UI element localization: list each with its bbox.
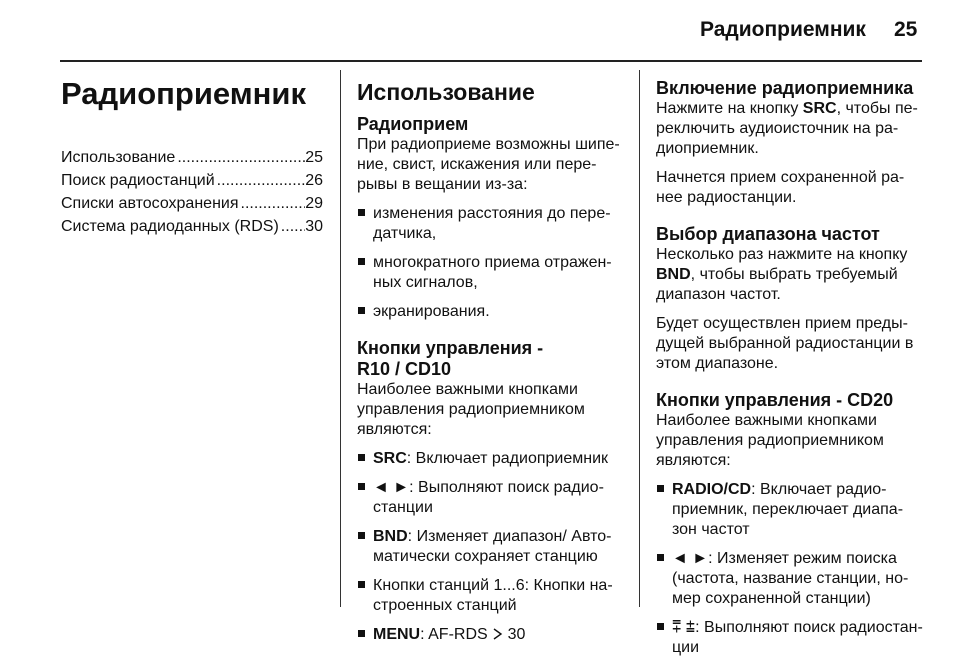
bullet-square-icon bbox=[358, 630, 365, 637]
switch-on-paragraph-1: Нажмите на кнопку SRC, чтобы пе- реключить аудиоисточник на ра- диоприемник. bbox=[656, 100, 918, 157]
toc-leader-dots bbox=[215, 171, 306, 191]
seek-keys-icon: ⩱ ⩲ bbox=[672, 619, 696, 636]
bullet-square-icon bbox=[657, 485, 664, 492]
running-header-title: Радиоприемник bbox=[700, 18, 866, 41]
bullet-square-icon bbox=[358, 209, 365, 216]
toc-leader-dots bbox=[279, 217, 305, 237]
toc-entry-label: Система радиоданных (RDS) bbox=[61, 218, 279, 235]
page-ref-arrow-icon[interactable] bbox=[492, 628, 503, 640]
toc-entry-page: 26 bbox=[305, 172, 323, 189]
list-item: RADIO/CD: Включает радио- приемник, переключает диапа- зон частот bbox=[656, 480, 924, 540]
cd20-paragraph: Наиболее важными кнопками управления радиоприемником являются: bbox=[656, 412, 884, 469]
list-item: многократного приема отражен- ных сигналов, bbox=[357, 253, 622, 293]
controls-heading-cd20: Кнопки управления - CD20 bbox=[656, 390, 894, 410]
toc-entry[interactable] bbox=[61, 171, 323, 194]
toc-leader-dots bbox=[239, 194, 306, 214]
toc-entry-page: 30 bbox=[305, 218, 323, 235]
page-ref-number[interactable]: 30 bbox=[507, 626, 526, 643]
controls-paragraph: Наиболее важными кнопками управления радиоприемником являются: bbox=[357, 381, 585, 438]
radio-reception-paragraph: При радиоприеме возможны шипе- ние, свист, искажения или пере- рывы в вещании из-за: bbox=[357, 136, 620, 193]
toc-entry[interactable] bbox=[61, 148, 323, 171]
column-divider-1 bbox=[340, 70, 341, 607]
list-item: Кнопки станций 1...6: Кнопки на- строенных станций bbox=[357, 576, 622, 616]
switch-on-paragraph-2: Начнется прием сохраненной ра- нее радиостанции. bbox=[656, 169, 905, 206]
bullet-square-icon bbox=[358, 532, 365, 539]
key-label: BND bbox=[373, 528, 408, 545]
column-controls bbox=[656, 70, 924, 667]
toc-entry-label: Поиск радиостанций bbox=[61, 172, 215, 189]
chapter-title: Радиоприемник bbox=[61, 76, 306, 111]
list-item: ◄ ►: Изменяет режим поиска (частота, название станции, но- мер сохраненной станции) bbox=[656, 549, 924, 609]
list-item: ◄ ►: Выполняют поиск радио- станции bbox=[357, 478, 622, 518]
band-select-heading: Выбор диапазона частот bbox=[656, 224, 880, 244]
band-select-paragraph-2: Будет осуществлен прием преды- дущей выбранной радиостанции в этом диапазоне. bbox=[656, 315, 914, 372]
toc-entry-label: Списки автосохранения bbox=[61, 195, 239, 212]
toc-leader-dots bbox=[175, 148, 305, 168]
column-usage bbox=[357, 70, 622, 654]
key-label: SRC bbox=[373, 450, 407, 467]
toc-entry[interactable] bbox=[61, 217, 323, 240]
bullet-square-icon bbox=[358, 581, 365, 588]
list-item: изменения расстояния до пере- датчика, bbox=[357, 204, 622, 244]
arrow-keys-icon: ◄ ► bbox=[672, 550, 709, 567]
header-rule bbox=[60, 60, 922, 62]
arrow-keys-icon: ◄ ► bbox=[373, 479, 410, 496]
toc-entry-label: Использование bbox=[61, 149, 176, 166]
page-number: 25 bbox=[894, 18, 918, 41]
switch-on-heading: Включение радиоприемника bbox=[656, 78, 914, 98]
bullet-square-icon bbox=[657, 623, 664, 630]
bullet-square-icon bbox=[358, 307, 365, 314]
toc-entry-page: 25 bbox=[305, 149, 323, 166]
controls-heading-r10: Кнопки управления - R10 / CD10 bbox=[357, 338, 544, 379]
bullet-square-icon bbox=[657, 554, 664, 561]
toc-entry[interactable] bbox=[61, 194, 323, 217]
list-item: MENU: AF-RDS 30 bbox=[357, 625, 622, 645]
bullet-square-icon bbox=[358, 483, 365, 490]
list-item: экранирования. bbox=[357, 302, 622, 322]
toc-entry-page: 29 bbox=[305, 195, 323, 212]
column-toc bbox=[61, 70, 323, 240]
key-label: RADIO/CD bbox=[672, 481, 752, 498]
list-item: ⩱ ⩲: Выполняют поиск радиостан- ции bbox=[656, 618, 924, 658]
list-item: BND: Изменяет диапазон/ Авто- матически сохраняет станцию bbox=[357, 527, 622, 567]
bullet-square-icon bbox=[358, 258, 365, 265]
list-item: SRC: Включает радиоприемник bbox=[357, 449, 622, 469]
section-title: Использование bbox=[357, 79, 535, 105]
band-select-paragraph-1: Несколько раз нажмите на кнопку BND, чтобы выбрать требуемый диапазон частот. bbox=[656, 246, 908, 303]
bullet-square-icon bbox=[358, 454, 365, 461]
key-label: MENU bbox=[373, 626, 421, 643]
column-divider-2 bbox=[639, 70, 640, 607]
radio-reception-heading: Радиоприем bbox=[357, 114, 469, 134]
